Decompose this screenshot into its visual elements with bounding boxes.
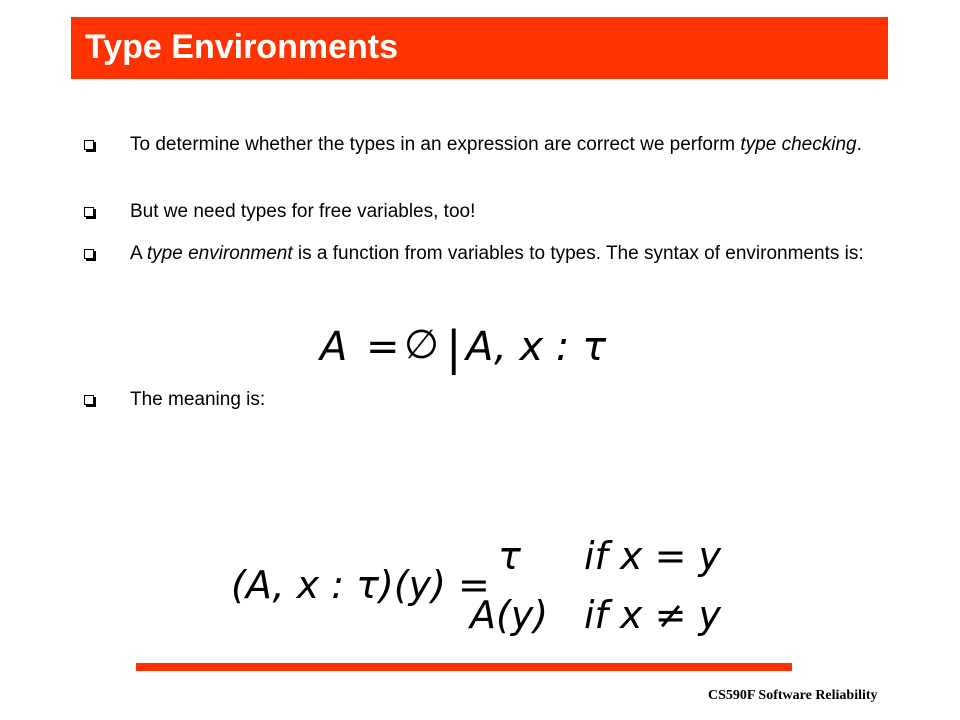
bullet-3-emphasis: type environment [146, 243, 293, 264]
meaning-lhs: (A, x : τ)(y) = [231, 563, 490, 607]
case2-value: A(y) [470, 593, 549, 637]
bullet-icon [84, 140, 94, 150]
bullet-1-emphasis: type checking [740, 134, 857, 155]
bullet-text-3 [130, 241, 870, 266]
syntax-bar: | [446, 321, 462, 375]
syntax-rhs: A, x : τ [466, 324, 607, 370]
bullet-3-text-b: is a function from variables to types. The syntax of environments is: [292, 243, 864, 264]
syntax-empty-set: ∅ [404, 322, 439, 368]
bullet-text-2: But we need types for free variables, too! [130, 201, 476, 222]
case1-condition: if x = y [584, 534, 721, 578]
bullet-3-text-a: A [130, 243, 147, 264]
bullet-icon [84, 395, 94, 405]
slide-title: Type Environments [85, 28, 398, 66]
syntax-equals: = [366, 324, 400, 370]
case2-condition: if x ≠ y [584, 593, 721, 637]
bullet-text-1 [130, 132, 870, 157]
footer-divider [136, 663, 792, 671]
bullet-text-4: The meaning is: [130, 389, 266, 410]
syntax-lhs: A [320, 324, 348, 370]
footer-course-label: CS590F Software Reliability [708, 688, 878, 703]
bullet-icon [84, 249, 94, 259]
title-bar [71, 17, 888, 79]
bullet-1-text-a: To determine whether the types in an expression are correct we perform [130, 134, 741, 155]
bullet-1-text-b: . [856, 134, 862, 155]
bullet-icon [84, 207, 94, 217]
case1-value: τ [498, 534, 521, 578]
